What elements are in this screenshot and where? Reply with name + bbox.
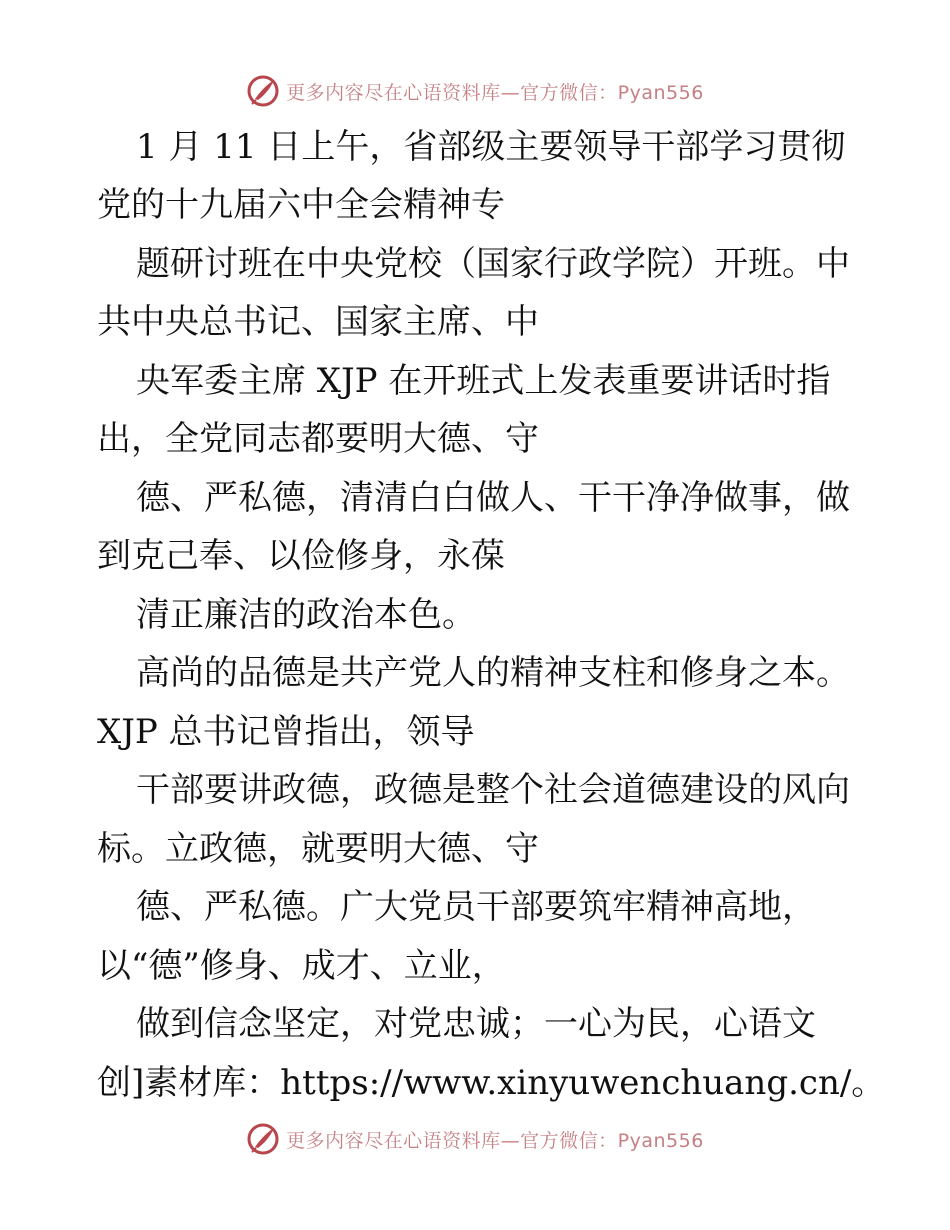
text-line: 出，全党同志都要明大德、守 bbox=[97, 419, 539, 459]
text-line: 央军委主席 XJP 在开班式上发表重要讲话时指 bbox=[136, 361, 831, 401]
text-line: XJP 总书记曾指出，领导 bbox=[97, 712, 475, 752]
text-line: 到克己奉、以俭修身，永葆 bbox=[97, 536, 505, 576]
watermark-text: 更多内容尽在心语资料库—官方微信：Pyan556 bbox=[286, 1129, 704, 1152]
text-line: 德、严私德。广大党员干部要筑牢精神高地， bbox=[136, 887, 816, 927]
header-watermark bbox=[0, 71, 950, 111]
text-line: 清正廉洁的政治本色。 bbox=[136, 595, 476, 635]
text-line: 创]素材库：https://www.xinyuwenchuang.cn/。 bbox=[97, 1063, 886, 1103]
quill-logo-icon bbox=[246, 1122, 280, 1156]
text-line: 1 月 11 日上午，省部级主要领导干部学习贯彻 bbox=[136, 127, 846, 167]
text-line: 题研讨班在中央党校（国家行政学院）开班。中 bbox=[136, 244, 850, 284]
text-line: 干部要讲政德，政德是整个社会道德建设的风向 bbox=[136, 770, 850, 810]
text-line: 共中央总书记、国家主席、中 bbox=[97, 302, 539, 342]
quill-logo-icon bbox=[246, 74, 280, 108]
text-line: 德、严私德，清清白白做人、干干净净做事，做 bbox=[136, 478, 850, 518]
watermark-text: 更多内容尽在心语资料库—官方微信：Pyan556 bbox=[286, 81, 704, 104]
text-line: 党的十九届六中全会精神专 bbox=[97, 185, 505, 225]
text-line: 以“德”修身、成才、立业， bbox=[97, 946, 506, 986]
footer-watermark bbox=[0, 1119, 950, 1159]
text-line: 高尚的品德是共产党人的精神支柱和修身之本。 bbox=[136, 653, 850, 693]
text-line: 做到信念坚定，对党忠诚；一心为民，心语文 bbox=[136, 1004, 816, 1044]
text-line: 标。立政德，就要明大德、守 bbox=[97, 829, 539, 869]
